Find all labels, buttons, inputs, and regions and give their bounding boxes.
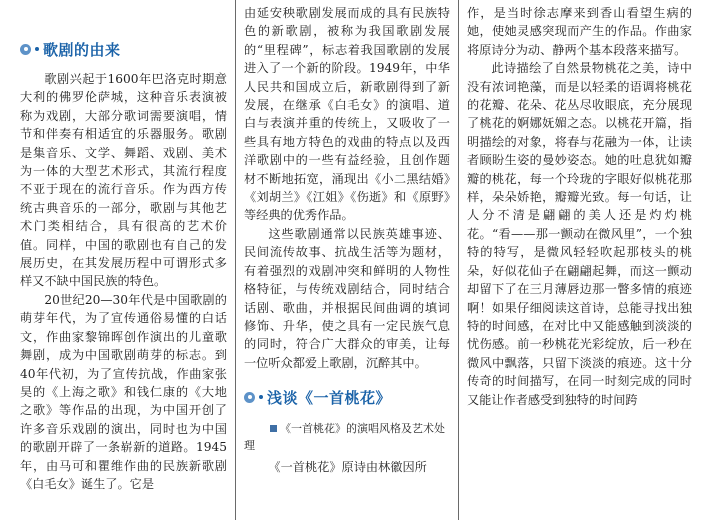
dot-bullet-icon <box>35 47 39 51</box>
paragraph: 这些歌剧通常以民族英雄事迹、民间流传故事、抗战生活等为题材，有着强烈的戏剧冲突和鲜明的人物性格特征，与传统戏剧结合，同时结合话剧、歌曲，并根据民间曲调的填词修饰、升华，使之具有一定民族气息的同时，符合广大群众的审美，让每一位听众都爱上歌剧，沉醉其中。 <box>244 226 450 370</box>
column-1 <box>20 0 227 520</box>
circle-bullet-icon <box>244 392 255 403</box>
column-2 <box>244 0 450 520</box>
paragraph: 此诗描绘了自然景物桃花之美，诗中没有浓词艳藻，而是以轻柔的语调将桃花的花瓣、花朵、花丛尽收眼底，充分展现了桃花的婀娜妩媚之态。以桃花开篇，指明描绘的对象，将春与花融为一体，让读者顾盼生姿的曼妙姿态。她的吐息犹如瓣瓣的桃花，每一个玲珑的字眼好似桃花那样，朵朵娇艳，瓣瓣光致。每一句话，让人分不清是翩翩的美人还是灼灼桃花。“看——那一颤动在微风里”，一个独特的特写，是微风轻轻吹起那枝头的桃朵，好似花仙子在翩翩起舞，而这一颤动却留下了在三月薄唇边那一瞥多情的痕迹啊！如果仔细阅读这首诗，总能寻找出独特的时间感，在对比中又能感触到淡淡的忧伤感。前一秒桃花光彩绽放，后一秒在微风中飘落，只留下淡淡的痕迹。这十分传奇的时间描写，在同一时刻完成的同时又能让作者感受到独特的时间跨 <box>467 61 692 407</box>
section-heading-opera-origin <box>20 36 227 62</box>
paragraph: 《一首桃花》原诗由林徽因所 <box>268 460 427 475</box>
column-divider-2 <box>458 0 459 520</box>
paragraph: 歌剧兴起于1600年巴洛克时期意大利的佛罗伦萨城，这种音乐表演被称为戏剧，大部分歌词需要演唱，情节和伴奏有相适宜的乐器服务。歌剧是集音乐、文学、舞蹈、戏剧、美术为一体的大型艺术形式，其流行程度不亚于现在的流行音乐。作为西方传统古典音乐的一部分，歌剧与其他艺术门类相结合，具有很高的艺术价值。同样，中国的歌剧也有自己的发展历史，在其发展历程中可谓形式多样又不缺中国民族的特色。 <box>20 72 227 289</box>
section-heading-peach-blossom <box>244 384 450 410</box>
column-3 <box>467 0 692 520</box>
circle-bullet-icon <box>20 44 31 55</box>
section-title: 浅谈《一首桃花》 <box>267 388 392 407</box>
square-bullet-icon <box>270 425 277 432</box>
section-title: 歌剧的由来 <box>43 40 121 59</box>
subheading: 《一首桃花》的演唱风格及艺术处理 <box>244 422 445 453</box>
paragraph: 由延安秧歌剧发展而成的具有民族特色的新歌剧，被称为我国歌剧发展的“里程碑”，标志着我国歌剧的发展进入了一个新的阶段。1949年，中华人民共和国成立后，新歌剧得到了新发展，在继承《白毛女》的演唱、道白与表演并重的传统上，又吸收了一些具有地方特色的戏曲的特点以及西洋歌剧中的一些有益经验，且创作题材不断地拓宽，涌现出《小二黑结婚》《刘胡兰》《江姐》《伤逝》和《原野》等经典的优秀作品。 <box>244 6 450 223</box>
paragraph: 作，是当时徐志摩来到香山看望生病的她，使她灵感突现而产生的作品。作曲家将原诗分为动、静两个基本段落来描写。 <box>467 6 692 57</box>
dot-bullet-icon <box>259 395 263 399</box>
paragraph: 20世纪20—30年代是中国歌剧的萌芽年代，为了宣传通俗易懂的白话文，作曲家黎锦晖创作演出的儿童歌舞剧，成为中国歌剧萌芽的标志。到40年代初，为了宣传抗战，作曲家张昊的《上海之歌》和钱仁康的《大地之歌》等作品的出现，为中国开创了许多音乐戏剧的演出，同时也为中国的歌剧开辟了一条崭新的道路。1945年，由马可和瞿维作曲的民族新歌剧《白毛女》诞生了。它是 <box>20 292 227 491</box>
column-divider-1 <box>235 0 236 520</box>
